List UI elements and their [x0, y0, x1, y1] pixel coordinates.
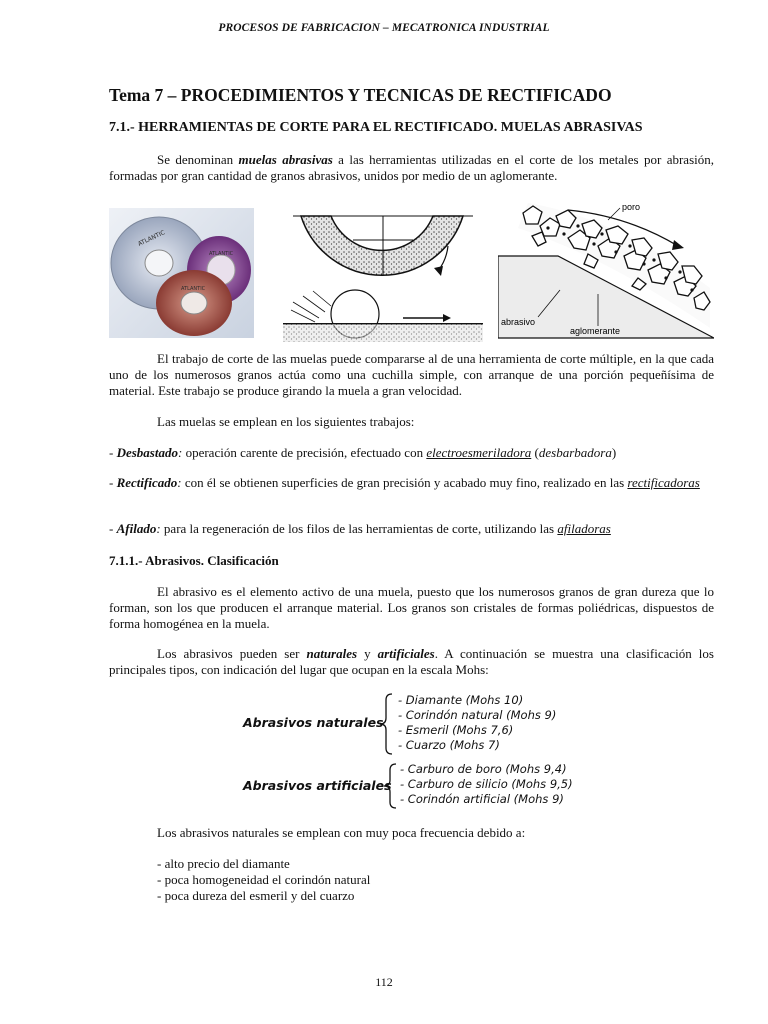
use-text: para la regeneración de los filos de las herramientas de corte, utilizando las: [160, 521, 558, 536]
subsection-heading: 7.1.1.- Abrasivos. Clasificación: [109, 553, 279, 568]
paragraph-6: [109, 825, 714, 841]
page-title: Tema 7 – PROCEDIMIENTOS Y TECNICAS DE RECTIFICADO: [109, 85, 612, 105]
natural-item: - Corindón natural (Mohs 9): [398, 708, 557, 722]
use-desbastado: [109, 445, 714, 461]
paragraph-2: [109, 351, 714, 399]
paragraph-5: [109, 646, 714, 678]
reason-item: - poca dureza del esmeril y del cuarzo: [157, 888, 355, 903]
grinding-wheels-photo: [109, 208, 254, 338]
intro-term: muelas abrasivas: [238, 152, 333, 167]
intro-text-a: Se denominan: [157, 152, 239, 167]
natural-item: - Esmeril (Mohs 7,6): [398, 723, 514, 737]
artificial-brace-icon: [380, 762, 400, 810]
use-colon: :: [177, 445, 183, 460]
natural-brace-icon: [376, 692, 398, 756]
artificial-item: - Carburo de boro (Mohs 9,4): [400, 762, 567, 776]
wheel-label-2: ATLANTIC: [209, 251, 234, 257]
grain-structure-diagram: [498, 198, 714, 340]
wheel-section-diagram: [283, 206, 483, 344]
p5-a: Los abrasivos pueden ser: [157, 646, 307, 661]
page-number: 112: [375, 975, 393, 989]
wheel-section-illustration: [283, 206, 483, 344]
abrasives-classification: [240, 692, 600, 812]
use-colon: :: [177, 475, 182, 490]
wheel-label-3: ATLANTIC: [181, 286, 206, 292]
section-heading: 7.1.- HERRAMIENTAS DE CORTE PARA EL RECTIFICADO. MUELAS ABRASIVAS: [109, 120, 643, 135]
paragraph-4-text: El abrasivo es el elemento activo de una muela, puesto que los numerosos granos de gran dureza que lo forman, son los que producen el arranque material. Los granos son cristales de formas poliédricas, dispuestos de forma homogénea en la muela.: [109, 584, 714, 631]
use-close-paren: ): [611, 445, 617, 460]
paragraph-6-text: Los abrasivos naturales se emplean con muy poca frecuencia debido a:: [157, 825, 526, 840]
use-term-afilado: Afilado: [116, 521, 157, 536]
p5-c: y: [357, 646, 378, 661]
p5-e: . A continuación se muestra una clasificación los principales tipos, con indicación del lugar que ocupan en la escala Mohs:: [109, 646, 714, 677]
use-dash: -: [109, 521, 117, 536]
p5-artificiales: artificiales: [377, 646, 435, 661]
paragraph-2-text: El trabajo de corte de las muelas puede compararse al de una herramienta de corte múltiple, en la que cada uno de los numerosos granos actúa como una cuchilla simple, con arranque de una porción pequeñísima de material. Este trabajo se produce girando la muela a gran velocidad.: [109, 351, 714, 398]
paragraph-3-text: Las muelas se emplean en los siguientes trabajos:: [157, 414, 415, 429]
artificial-item: - Carburo de silicio (Mohs 9,5): [400, 777, 573, 791]
label-aglomerante: aglomerante: [570, 326, 621, 336]
page-header: PROCESOS DE FABRICACION – MECATRONICA INDUSTRIAL: [218, 22, 550, 34]
natural-item: - Diamante (Mohs 10): [398, 693, 524, 707]
wheel-label-1: ATLANTIC: [136, 229, 167, 248]
use-term-rectificado: Rectificado: [116, 475, 178, 490]
paragraph-4: [109, 584, 714, 632]
use-colon: :: [156, 521, 161, 536]
reason-item: - poca homogeneidad el corindón natural: [157, 872, 371, 887]
intro-paragraph: [109, 152, 714, 184]
use-afilado: [109, 521, 714, 537]
use-rectificado: [109, 475, 714, 491]
grinding-wheels-illustration: [109, 208, 254, 338]
use-alt-name: desbarbadora: [538, 445, 612, 460]
use-dash: -: [109, 475, 117, 490]
reason-item: - alto precio del diamante: [157, 856, 290, 871]
grain-structure-illustration: [498, 198, 714, 340]
use-text: operación carente de precisión, efectuado con: [182, 445, 427, 460]
label-abrasivo: abrasivo: [501, 317, 536, 327]
p5-naturales: naturales: [306, 646, 358, 661]
artificial-label: Abrasivos artificiales: [243, 778, 392, 793]
natural-item: - Cuarzo (Mohs 7): [398, 738, 500, 752]
intro-text-c: a las herramientas utilizadas en el corte de los metales por abrasión, formadas por gran cantidad de granos abrasivos, unidos por medio de un aglomerante.: [109, 152, 715, 183]
use-dash: -: [109, 445, 117, 460]
use-open-paren: (: [531, 445, 539, 460]
artificial-item: - Corindón artificial (Mohs 9): [400, 792, 564, 806]
use-text: con él se obtienen superficies de gran precisión y acabado muy fino, realizado en las: [181, 475, 628, 490]
use-term-desbastado: Desbastado: [116, 445, 178, 460]
link-rectificadoras[interactable]: rectificadoras: [627, 475, 700, 490]
natural-label: Abrasivos naturales: [243, 715, 384, 730]
link-afiladoras[interactable]: afiladoras: [557, 521, 611, 536]
link-electroesmeriladora[interactable]: electroesmeriladora: [426, 445, 532, 460]
paragraph-3: [109, 414, 714, 430]
label-poro: poro: [622, 202, 641, 212]
